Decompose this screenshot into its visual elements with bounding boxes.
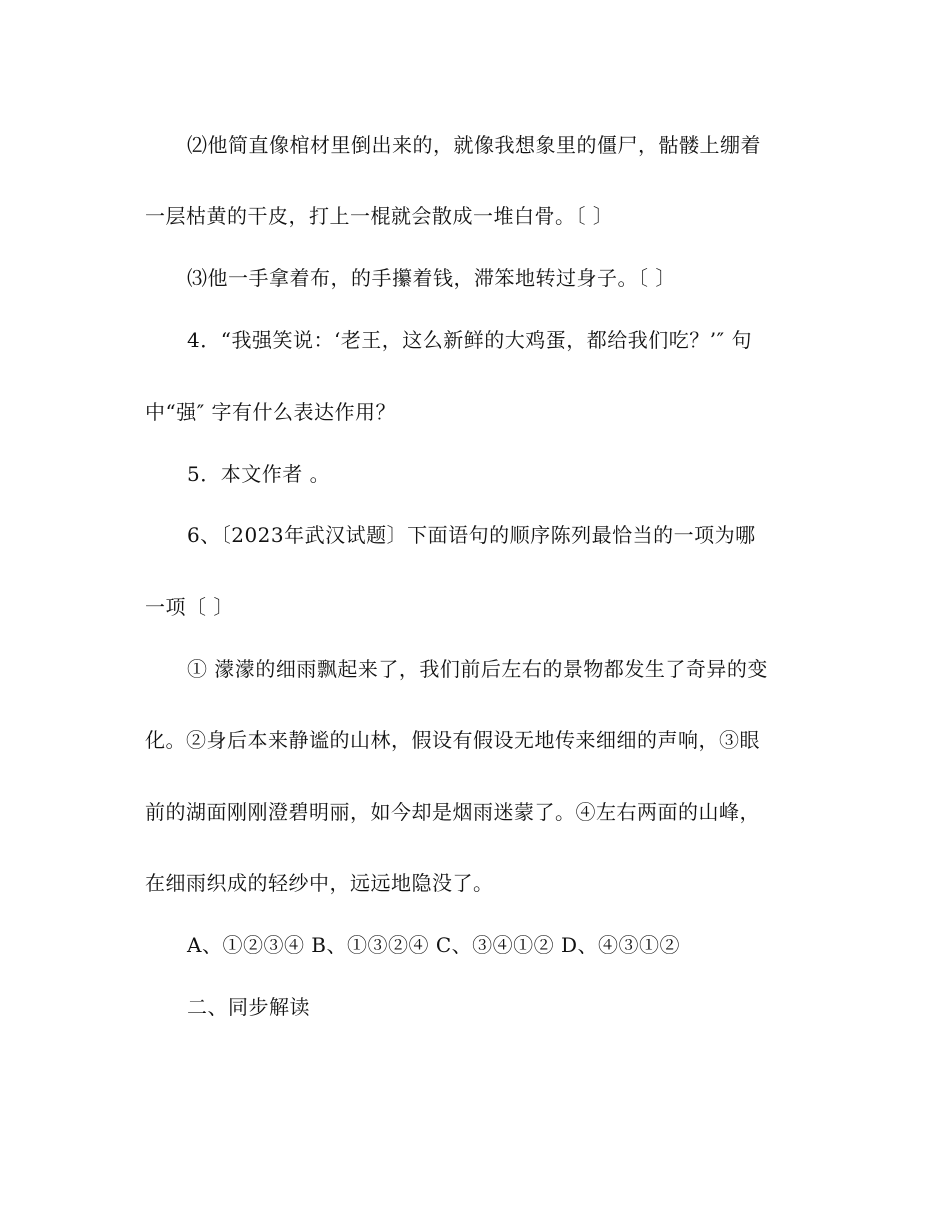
- section-heading: 二、同步解读: [187, 995, 310, 1019]
- passage-line-4: 在细雨织成的轻纱中，远远地隐没了。: [145, 871, 494, 895]
- question-6-line-2: 一项〔 〕: [145, 595, 234, 619]
- question-2-line-2: 一层枯黄的干皮，打上一棍就会散成一堆白骨。〔 〕: [145, 204, 614, 228]
- passage-line-2: 化。②身后本来静谧的山林，假设有假设无地传来细细的声响，③眼: [145, 728, 760, 752]
- question-3-line-1: ⑶他一手拿着布，的手攥着钱，滞笨地转过身子。〔 〕: [187, 266, 676, 290]
- answer-options: A、①②③④ B、①③②④ C、③④①② D、④③①②: [187, 933, 681, 957]
- question-5-line-1: 5．本文作者 。: [187, 462, 331, 486]
- question-2-line-1: ⑵他简直像棺材里倒出来的，就像我想象里的僵尸，骷髅上绷着: [187, 133, 761, 157]
- passage-line-1: ① 濛濛的细雨飘起来了，我们前后左右的景物都发生了奇异的变: [187, 657, 768, 681]
- question-6-line-1: 6、〔2023年武汉试题〕下面语句的顺序陈列最恰当的一项为哪: [187, 523, 756, 547]
- question-4-line-1: 4．“我强笑说：‘老王，这么新鲜的大鸡蛋，都给我们吃？’″ 句: [187, 328, 752, 352]
- passage-line-3: 前的湖面刚刚澄碧明丽，如今却是烟雨迷蒙了。④左右两面的山峰，: [145, 800, 760, 824]
- question-4-line-2: 中“强″ 字有什么表达作用？: [145, 400, 397, 424]
